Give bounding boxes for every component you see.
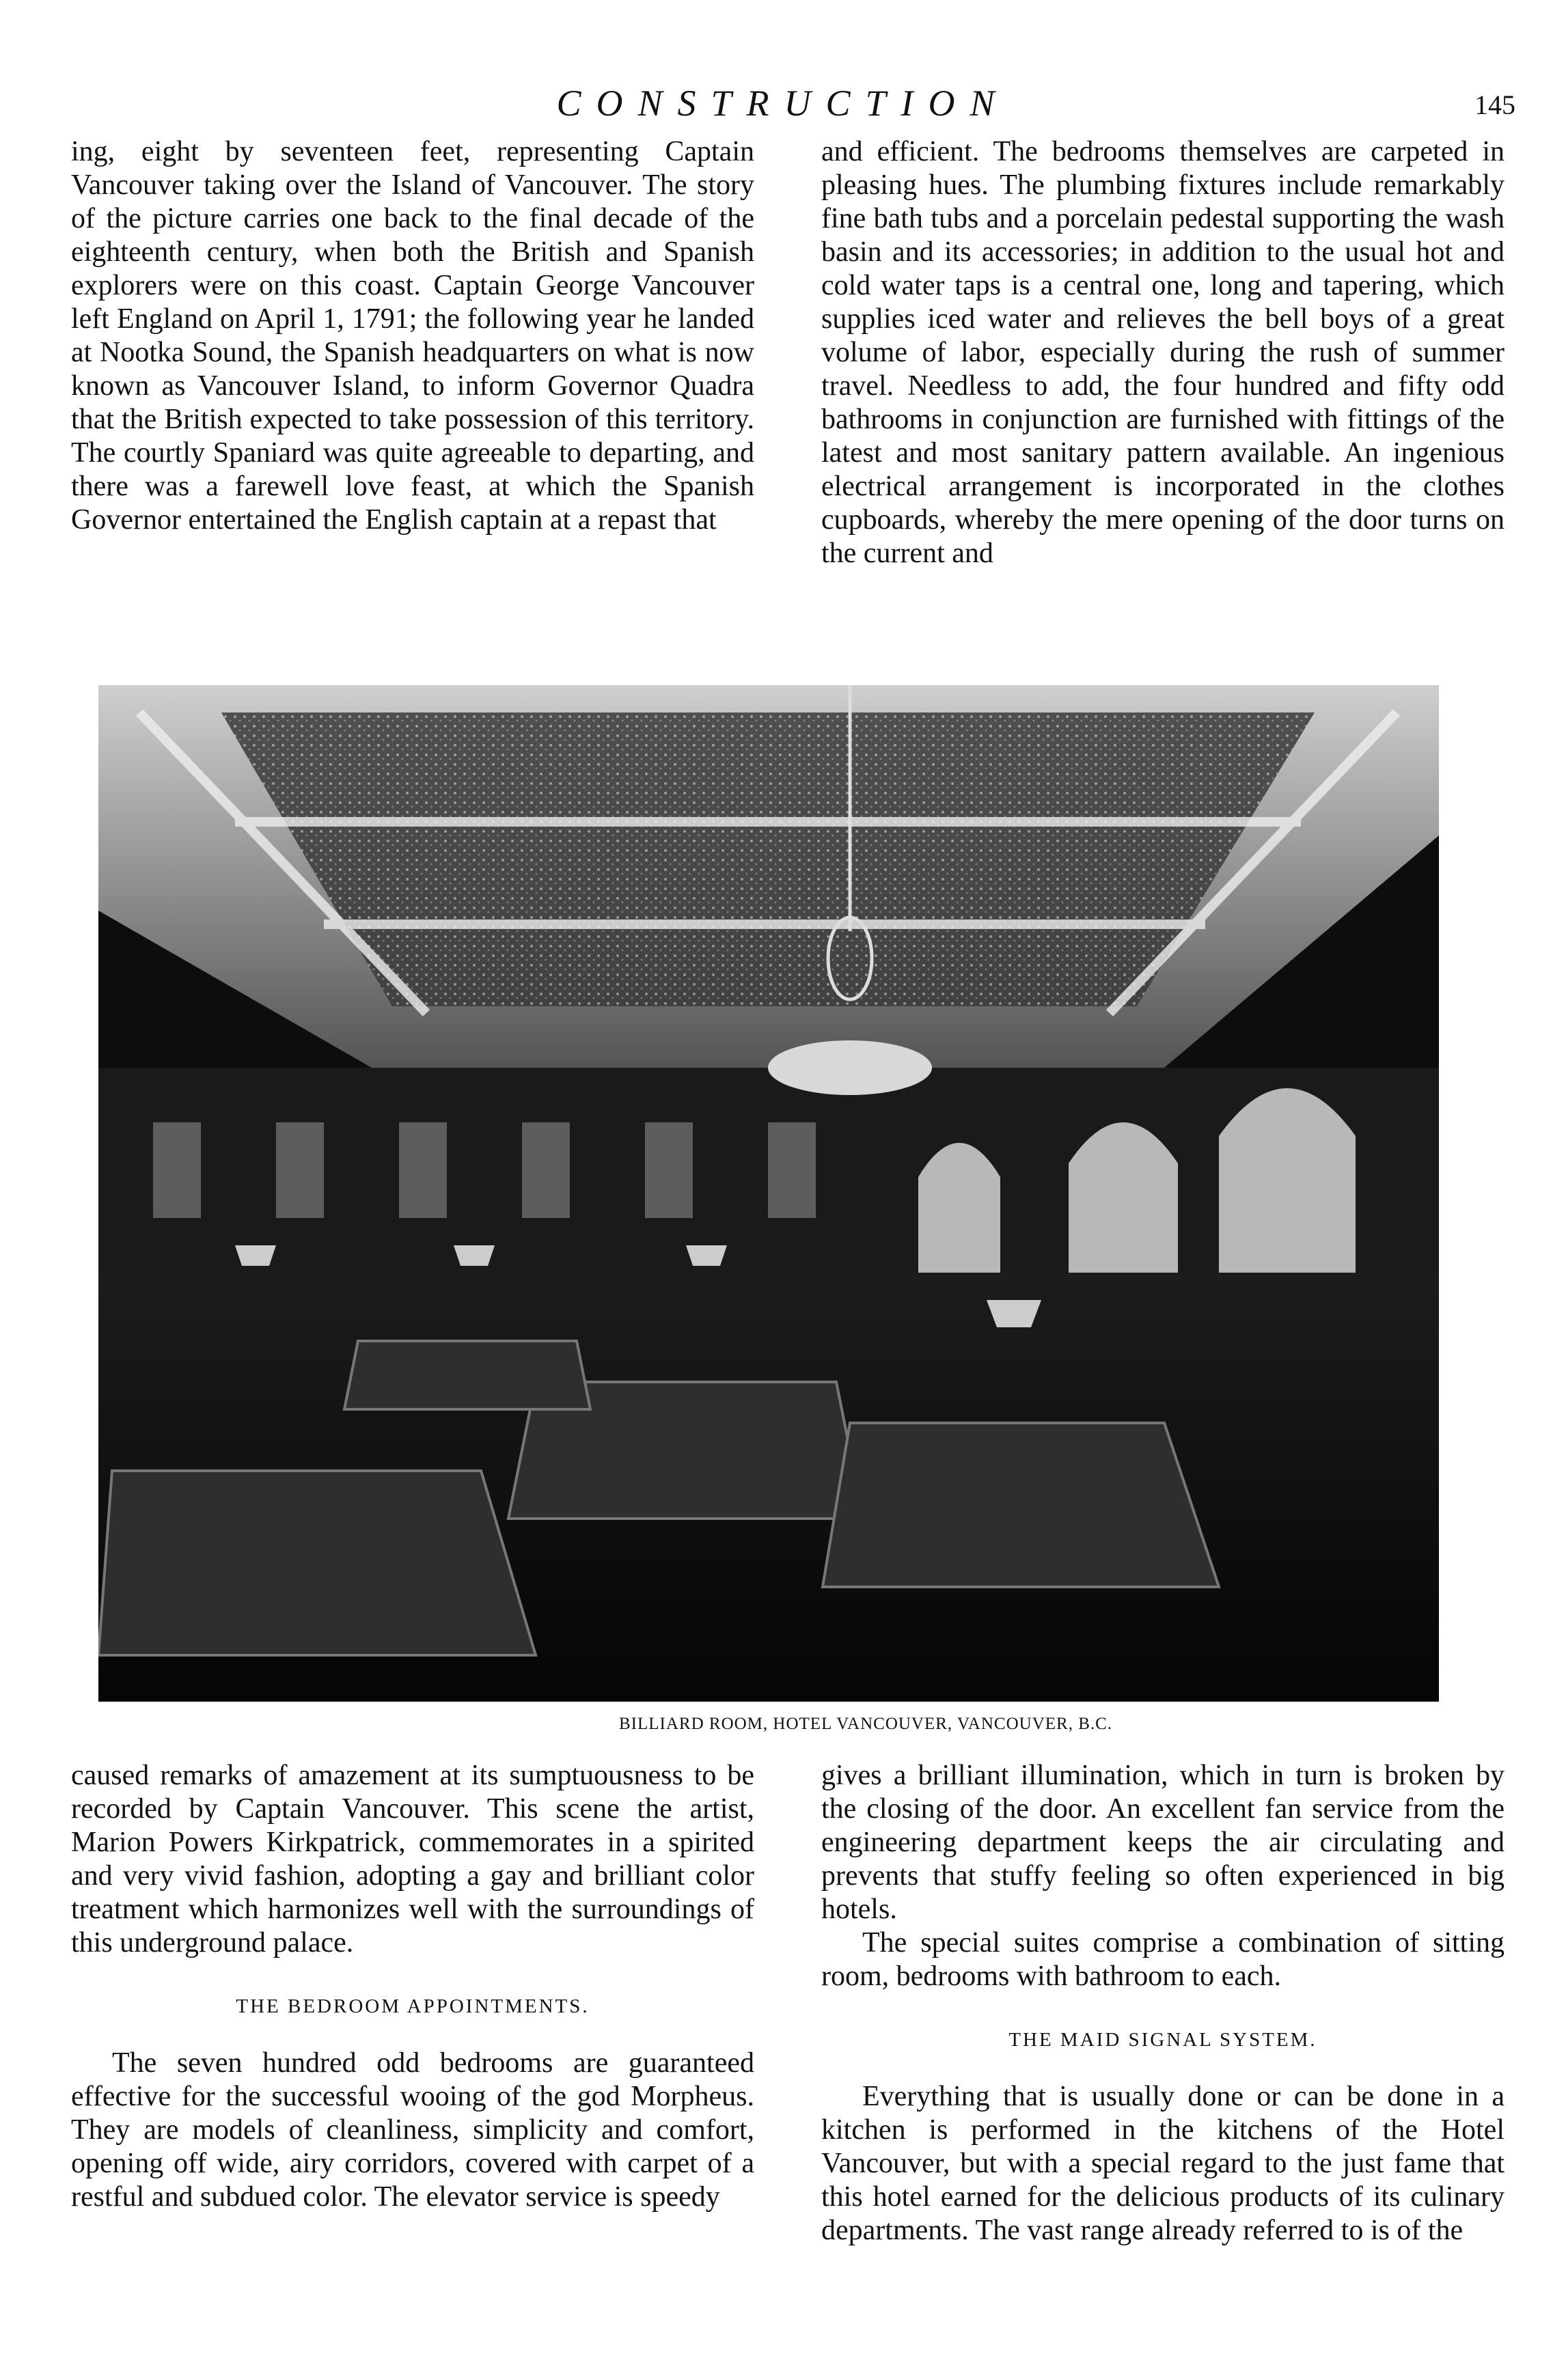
paragraph: and efficient. The bedrooms themselves are carpeted in pleasing hues. The plumbing fixtures include remarkably fine bath tubs and a porcelain pedestal supporting the wash basin and its accessories; in addition to the usual hot and cold water taps is a central one, long and tapering, which supplies iced water and relieves the bell boys of a great volume of labor, especially during the rush of summer travel. Needless to add, the four hundred and fifty odd bathrooms in conjunction are furnished with fittings of the latest and most sanitary pattern available. An ingenious electrical arrangement is incorporated in the clothes cupboards, whereby the mere opening of the door turns on the current and bbox=[821, 136, 1505, 569]
column-top-left bbox=[71, 135, 754, 537]
paragraph: The seven hundred odd bedrooms are guaranteed effective for the successful wooing of the god Morpheus. They are models of cleanliness, simplicity and comfort, opening off wide, airy corridors, covered with carpet of a restful and subdued color. The elevator service is speedy bbox=[71, 2047, 754, 2213]
column-bottom-right bbox=[821, 1759, 1505, 2247]
paragraph: The special suites comprise a combination of sitting room, bedrooms with bathroom to each. bbox=[821, 1927, 1505, 1992]
column-bottom-left bbox=[71, 1759, 754, 2214]
paragraph: caused remarks of amazement at its sumptuousness to be recorded by Captain Vancouver. This scene the artist, Marion Powers Kirkpatrick, commemorates in a spirited and very vivid fashion, adopting a gay and brilliant color treatment which harmonizes well with the surroundings of this underground palace. bbox=[71, 1760, 754, 1959]
paragraph: Everything that is usually done or can be done in a kitchen is performed in the kitchens of the Hotel Vancouver, but with a special regard to the just fame that this hotel earned for the delicious products of its culinary departments. The vast range already referred to is of the bbox=[821, 2081, 1505, 2246]
page-number: 145 bbox=[1474, 89, 1515, 120]
page-title: CONSTRUCTION bbox=[556, 83, 1010, 124]
paragraph: ing, eight by seventeen feet, representing Captain Vancouver taking over the Island of Vancouver. The story of the picture carries one back to the final decade of the eighteenth century, when both the British and Spanish explorers were on this coast. Captain George Vancouver left England on April 1, 1791; the following year he landed at Nootka Sound, the Spanish headquarters on what is now known as Vancouver Island, to inform Governor Quadra that the British expected to take possession of this territory. The courtly Spaniard was quite agreeable to departing, and there was a farewell love feast, at which the Spanish Governor entertained the English captain at a repast that bbox=[71, 136, 754, 536]
photo-illustration bbox=[98, 685, 1439, 1702]
figure-caption: BILLIARD ROOM, HOTEL VANCOUVER, VANCOUVER, B.C. bbox=[619, 1715, 1113, 1733]
paragraph: gives a brilliant illumination, which in turn is broken by the closing of the door. An excellent fan service from the engineering department keeps the air circulating and prevents that stuffy feeling so often experienced in big hotels. bbox=[821, 1760, 1505, 1925]
section-subheading: THE BEDROOM APPOINTMENTS. bbox=[236, 1995, 590, 2017]
billiard-room-photo bbox=[98, 685, 1439, 1702]
section-subheading: THE MAID SIGNAL SYSTEM. bbox=[1008, 2029, 1317, 2051]
column-top-right bbox=[821, 135, 1505, 570]
